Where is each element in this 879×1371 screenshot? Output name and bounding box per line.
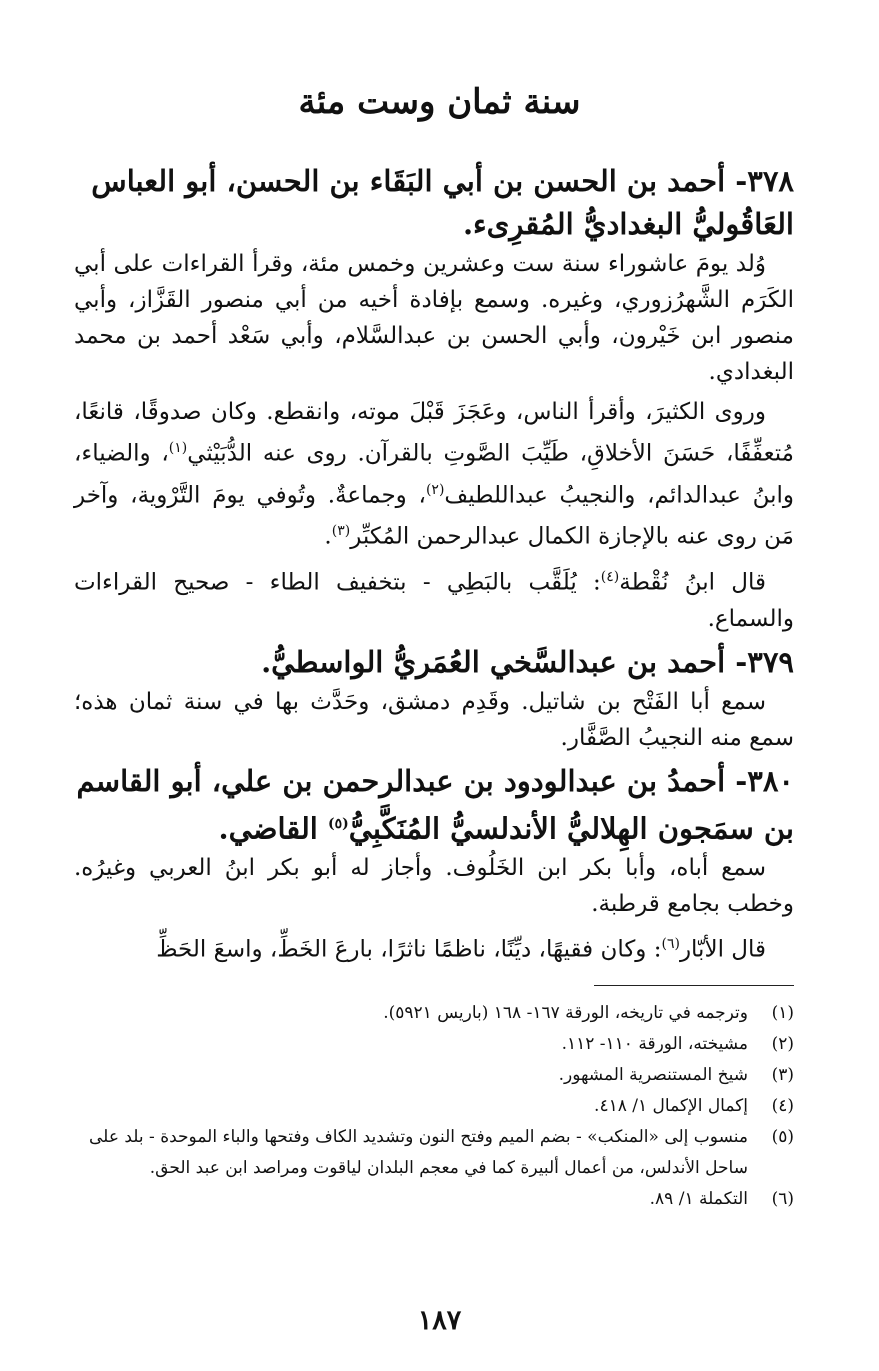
entry-heading-380: [74, 760, 794, 851]
footnote-3: [74, 1060, 794, 1091]
entry-378-paragraph-3: [74, 559, 794, 637]
footnote-number: (٥): [771, 1127, 794, 1147]
text-segment: .: [324, 523, 332, 550]
heading-segment: ٣٨٠- أحمدُ بن عبدالودود بن عبدالرحمن بن علي، أبو القاسم بن سمَجون الهِلاليُّ الأندلسيُّ المُنَكَّبِيُّ: [76, 763, 794, 846]
footnote-ref-1: (١): [168, 440, 188, 456]
footnote-2: [74, 1029, 794, 1060]
entry-heading-378: ٣٧٨- أحمد بن الحسن بن أبي البَقَاء بن الحسن، أبو العباس العَاقُوليُّ البغداديُّ المُقرِىء.: [91, 164, 794, 241]
footnote-text: مشيخته، الورقة ١١٠- ١١٢.: [561, 1034, 748, 1054]
footnote-6: [74, 1184, 794, 1215]
page-body: [74, 160, 794, 972]
footnote-text: وترجمه في تاريخه، الورقة ١٦٧- ١٦٨ (باريس ٥٩٢١).: [383, 1003, 748, 1023]
footnote-number: (٣): [771, 1065, 794, 1085]
footnote-5: [74, 1122, 794, 1184]
footnotes: [74, 998, 794, 1215]
footnote-text: إكمال الإكمال ١/ ٤١٨.: [594, 1096, 748, 1116]
entry-379-paragraph-1: سمع أبا الفَتْح بن شاتيل. وقَدِم دمشق، وحَدَّث بها في سنة ثمان هذه؛ سمع منه النجيبُ الصَّفَّار.: [74, 688, 794, 751]
entry-heading-379: ٣٧٩- أحمد بن عبدالسَّخي العُمَريُّ الواسطيُّ.: [261, 644, 794, 679]
text-segment: : وكان فقيهًا، ديِّنًا، ناظمًا ناثرًا، بارعَ الخَطِّ، واسعَ الحَظِّ: [156, 936, 662, 963]
footnote-number: (٤): [771, 1096, 794, 1116]
footnote-text: شيخ المستنصرية المشهور.: [558, 1065, 748, 1085]
footnote-ref-4: (٤): [600, 568, 620, 585]
footnote-text: التكملة ١/ ٨٩.: [649, 1189, 748, 1209]
heading-segment: القاضي.: [218, 811, 328, 846]
entry-378-paragraph-1: وُلد يومَ عاشوراء سنة ست وعشرين وخمس مئة، وقرأ القراءات على أبي الكَرَم الشَّهرُزوري، وغيره. وسمع بإفادة أخيه من أبي منصور القَزَّاز، وأبي منصور ابن خَيْرون، وأبي الحسن بن عبدالسَّلام، وأبي سَعْد أحمد بن محمد البغدادي.: [74, 251, 794, 385]
text-segment: : يُلَقَّب بالبَطِي - بتخفيف الطاء - صحيح القراءات والسماع.: [74, 569, 794, 632]
footnote-number: (١): [771, 1003, 794, 1023]
footnote-text: منسوب إلى «المنكب» - بضم الميم وفتح النون وتشديد الكاف وفتحها والباء الموحدة - بلد على ساحل الأندلس، من أعمال ألبيرة كما في معجم البلدان لياقوت ومراصد ابن عبد الحق.: [89, 1127, 748, 1178]
entry-380-paragraph-2: [74, 926, 794, 968]
footnote-separator: [594, 985, 794, 986]
footnote-ref-3: (٣): [331, 523, 351, 540]
page-number: ١٨٧: [417, 1305, 462, 1336]
footnote-1: [74, 998, 794, 1029]
text-segment: وروى الكثيرَ، وأقرأ الناس، وعَجَزَ قَبْلَ موته، وانقطع. وكان صدوقًا، قانعًا، مُتعفِّفًا، حَسَنَ الأخلاقِ، طَيِّبَ الصَّوتِ بالقرآن. روى عنه الدُّبَيْثي: [74, 399, 795, 467]
text-segment: ، والضياء، وابنُ عبدالدائم، والنجيبُ عبداللطيف: [74, 440, 794, 509]
footnote-number: (٦): [771, 1189, 794, 1209]
footnote-ref-5: (٥): [327, 815, 349, 832]
page-title: سنة ثمان وست مئة: [298, 82, 581, 122]
entry-380-paragraph-1: سمع أباه، وأبا بكر ابن الخَلُوف. وأجاز له أبو بكر ابنُ العربي وغيرُه. وخطب بجامع قرطبة.: [74, 855, 794, 918]
entry-378-paragraph-2: [74, 394, 794, 555]
footnote-ref-6: (٦): [661, 936, 680, 953]
footnote-4: [74, 1091, 794, 1122]
text-segment: قال الأبّار: [679, 936, 766, 963]
text-segment: قال ابنُ نُقْطة: [619, 569, 766, 596]
footnote-number: (٢): [771, 1034, 794, 1054]
text-segment: ، وجماعةٌ. وتُوفي يومَ التَّرْوية، وآخر مَن روى عنه بالإجازة الكمال عبدالرحمن المُكبِّر: [74, 482, 794, 550]
footnote-ref-2: (٢): [425, 481, 445, 498]
